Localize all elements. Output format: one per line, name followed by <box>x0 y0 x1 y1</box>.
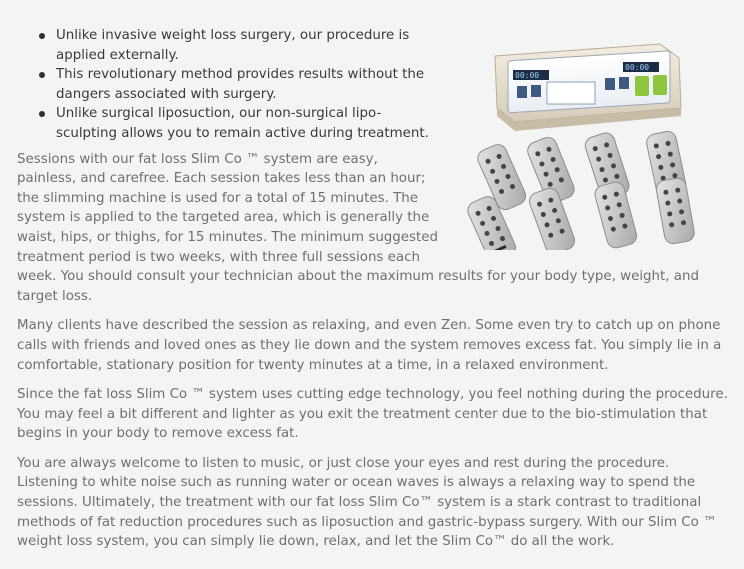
list-item: Unlike surgical liposuction, our non-surgical lipo-sculpting allows you to remain active during treatment. <box>39 104 436 143</box>
svg-text:00:00: 00:00 <box>625 63 650 72</box>
paragraph-technology: Since the fat loss Slim Co ™ system uses cutting edge technology, you feel nothing during the procedure. You may feel a bit different and lighter as you exit the treatment center due to the bio-stimulation that begins in your body to remove excess fat. <box>17 387 728 442</box>
slimming-machine-image <box>455 36 725 250</box>
article-content <box>17 26 733 562</box>
list-item: Unlike invasive weight loss surgery, our procedure is applied externally. <box>39 26 436 65</box>
paragraph-music: You are always welcome to listen to music, or just close your eyes and rest during the procedure. Listening to white noise such as running water or ocean waves is always a relaxing way to spend the sessions. Ultimately, the treatment with our fat loss Slim Co™ system is a stark contrast to traditional methods of fat reduction procedures such as liposuction and gastric-bypass surgery. With our Slim Co ™ weight loss system, you can simply lie down, relax, and let the Slim Co™ do all the work. <box>17 455 717 550</box>
electrode-pads <box>465 130 696 250</box>
control-unit <box>495 44 681 131</box>
paragraph-sessions: Sessions with our fat loss Slim Co ™ system are easy, painless, and carefree. Each session takes less than an hour; the slimming machine is used for a total of 15 minutes. The system is applied to the targeted area, which is generally the waist, hips, or thighs, for 15 minutes. The minimum suggested treatment period is two weeks, with three full sessions each week. You should consult your technician about the maximum results for your body type, weight, and target loss. <box>17 151 699 304</box>
list-item: This revolutionary method provides results without the dangers associated with surgery. <box>39 65 436 104</box>
paragraph-relaxing: Many clients have described the session as relaxing, and even Zen. Some even try to catch up on phone calls with friends and loved ones as they lie down and the system removes excess fat. You simply lie in a comfortable, stationary position for twenty minutes at a time, in a relaxed environment. <box>17 318 722 373</box>
right-timer-display <box>623 62 659 72</box>
left-timer-display <box>513 70 549 80</box>
svg-text:00:00: 00:00 <box>515 71 540 80</box>
